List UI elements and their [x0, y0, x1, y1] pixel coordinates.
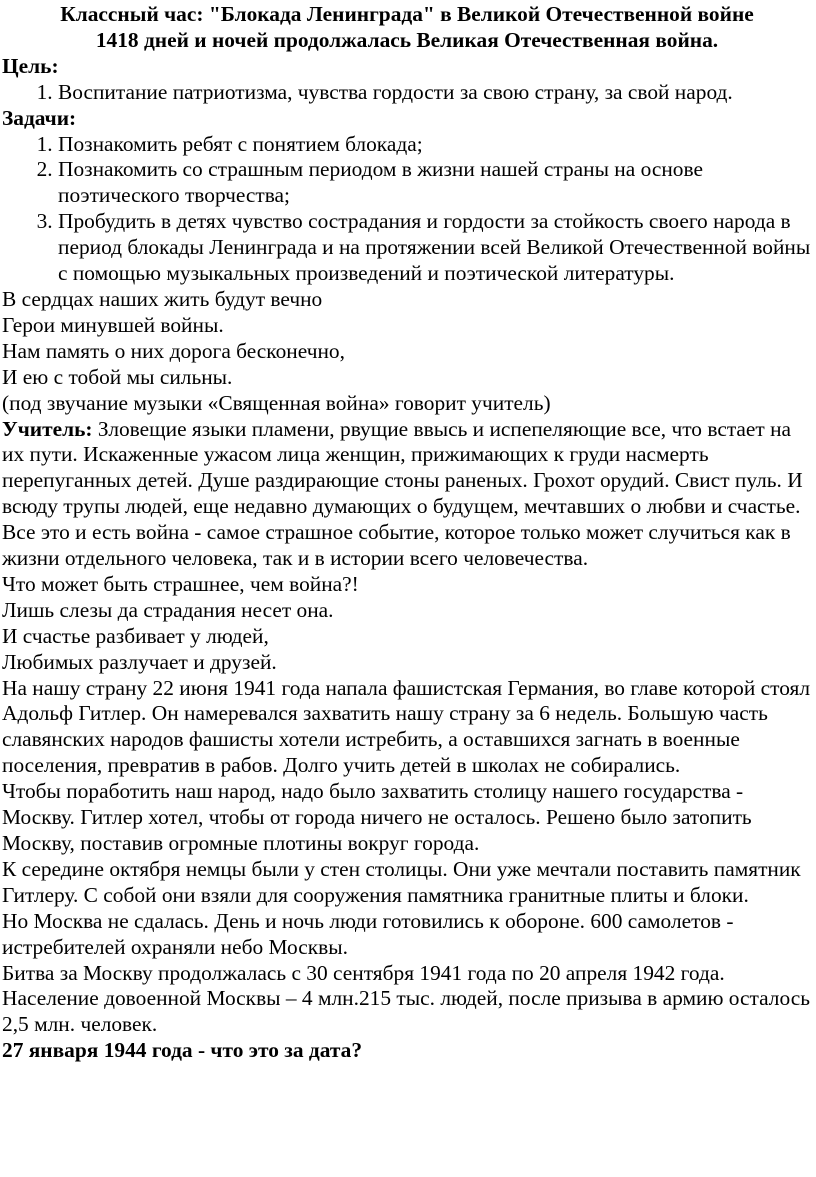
poem-line: В сердцах наших жить будут вечно — [2, 286, 323, 311]
defense-paragraph: Но Москва не сдалась. День и ночь люди готовились к обороне. 600 самолетов - истребителей охраняли небо Москвы. — [2, 908, 734, 959]
war-paragraph: Все это и есть война - самое страшное событие, которое только может случиться как в жизни отдельного человека, так и в истории всего человечества. — [2, 520, 791, 571]
october-paragraph: К середине октября немцы были у стен столицы. Они уже мечтали поставить памятник Гитлеру. С собой они взяли для сооружения памятника гранитные плиты и блоки. — [2, 856, 801, 907]
tasks-heading: Задачи: — [2, 105, 77, 130]
teacher-text: Зловещие языки пламени, рвущие ввысь и испепеляющие все, что встает на их пути. Искаженные ужасом лица женщин, прижимающих к груди насмерть перепуганных детей. Душе раздирающие стоны раненых. Грохот орудий. Свист пуль. И всюду трупы людей, еще недавно думающих о будущем, мечтавших о любви и счастье. — [2, 416, 803, 519]
goal-list — [2, 80, 812, 106]
poem-line: Герои минувшей войны. — [2, 312, 224, 337]
goal-heading: Цель: — [2, 53, 59, 78]
document-title: Классный час: "Блокада Ленинграда" в Великой Отечественной войне — [60, 2, 754, 26]
poem-line: И счастье разбивает у людей, — [2, 623, 269, 648]
poem-line: Нам память о них дорога бесконечно, — [2, 338, 345, 363]
poem-line: Любимых разлучает и друзей. — [2, 649, 277, 674]
task-item: 1. Познакомить ребят с понятием блокада; — [58, 132, 812, 158]
invasion-paragraph: На нашу страну 22 июня 1941 года напала фашистская Германия, во главе которой стоял Адольф Гитлер. Он намеревался захватить нашу страну за 6 недель. Большую часть славянских народов фашисты хотели истребить, а оставшихся загнать в военные поселения, превратив в рабов. Долго учить детей в школах не собирались. — [2, 675, 811, 778]
goal-item: 1. Воспитание патриотизма, чувства гордости за свою страну, за свой народ. — [58, 80, 812, 106]
poem-heroes — [2, 287, 812, 391]
stage-direction: (под звучание музыки «Священная война» говорит учитель) — [2, 390, 551, 415]
date-question: 27 января 1944 года - что это за дата? — [2, 1038, 363, 1063]
task-item: 2. Познакомить со страшным периодом в жизни нашей страны на основе поэтического творчества; — [58, 157, 812, 209]
document-page — [2, 2, 812, 1064]
teacher-label: Учитель: — [2, 416, 93, 441]
poem-line: Что может быть страшнее, чем война?! — [2, 571, 359, 596]
poem-line: Лишь слезы да страдания несет она. — [2, 597, 334, 622]
tasks-list — [2, 132, 812, 287]
task-item: 3. Пробудить в детях чувство сострадания и гордости за стойкость своего народа в период блокады Ленинграда и на протяжении всей Великой Отечественной войны с помощью музыкальных произведений и поэтической литературы. — [58, 209, 812, 287]
moscow-paragraph: Чтобы поработить наш народ, надо было захватить столицу нашего государства - Москву. Гитлер хотел, чтобы от города ничего не осталось. Решено было затопить Москву, поставив огромные плотины вокруг города. — [2, 779, 752, 855]
battle-paragraph: Битва за Москву продолжалась с 30 сентября 1941 года по 20 апреля 1942 года. Население довоенной Москвы – 4 млн.215 тыс. людей, после призыва в армию осталось 2,5 млн. человек. — [2, 960, 810, 1037]
document-subtitle: 1418 дней и ночей продолжалась Великая Отечественная война. — [95, 27, 719, 52]
poem-war — [2, 572, 812, 676]
poem-line: И ею с тобой мы сильны. — [2, 364, 233, 389]
teacher-paragraph — [2, 417, 812, 521]
